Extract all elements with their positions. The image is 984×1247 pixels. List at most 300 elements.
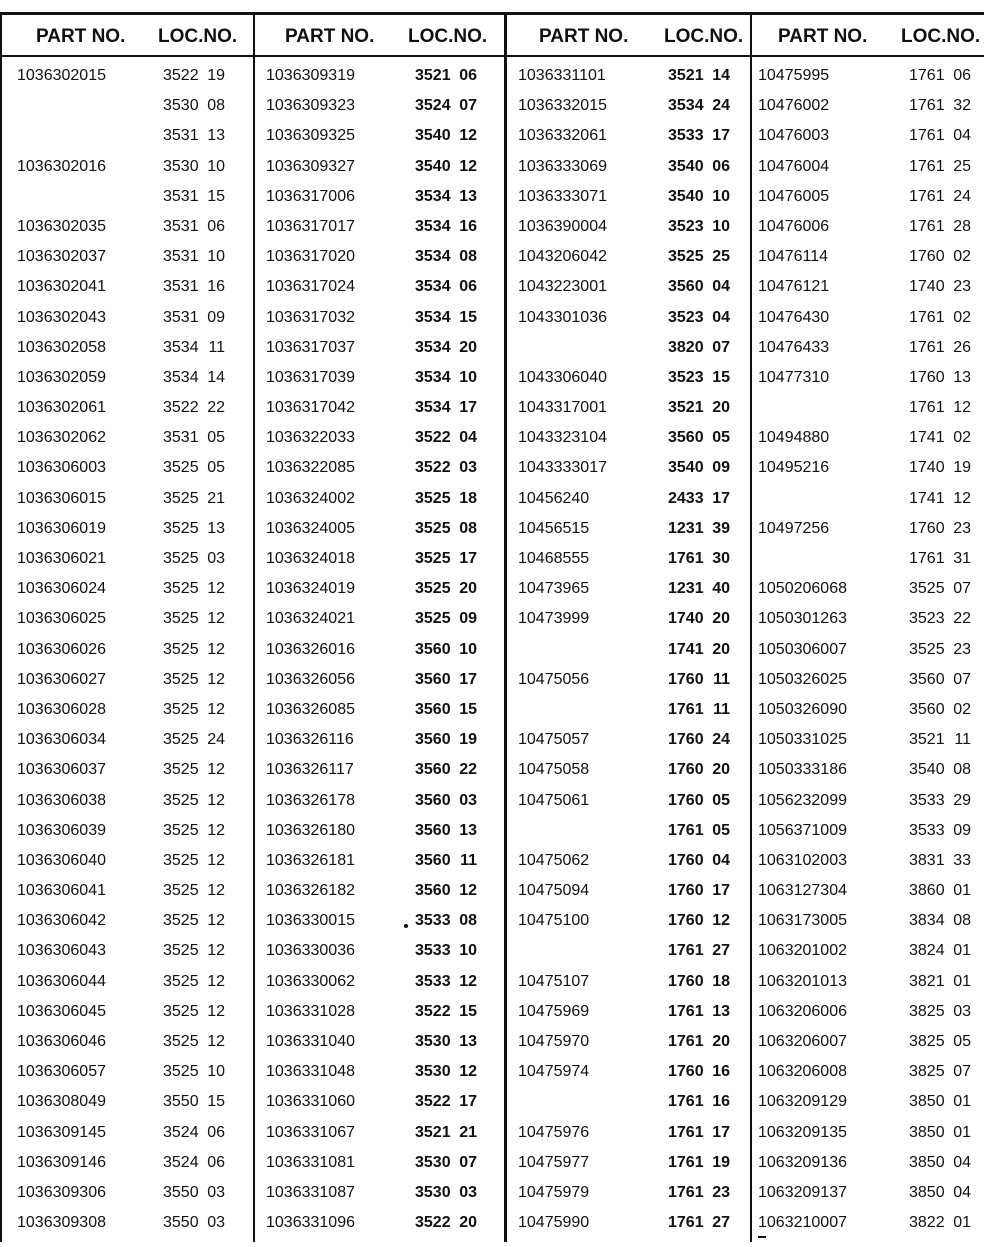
column-4 bbox=[752, 14, 984, 1242]
location-number: 1761 23 bbox=[668, 1183, 730, 1201]
location-number: 1761 02 bbox=[909, 308, 971, 326]
table-row bbox=[507, 486, 750, 516]
location-number: 3522 04 bbox=[415, 429, 477, 447]
part-number: 1043223001 bbox=[518, 278, 607, 296]
location-number: 1761 13 bbox=[668, 1002, 730, 1020]
table-row bbox=[752, 848, 984, 878]
part-number: 1036309319 bbox=[266, 67, 355, 84]
location-number: 3525 23 bbox=[909, 640, 971, 658]
part-number: 1050326025 bbox=[758, 670, 847, 688]
part-number: 10475970 bbox=[518, 1033, 590, 1050]
part-number: 1036306037 bbox=[17, 761, 106, 779]
table-row bbox=[2, 938, 253, 968]
table-row bbox=[507, 305, 750, 335]
table-row bbox=[752, 335, 984, 365]
part-number: 10476121 bbox=[758, 278, 830, 296]
location-number: 3560 12 bbox=[415, 882, 477, 900]
column-2-header bbox=[255, 14, 504, 55]
part-number: 1036326180 bbox=[266, 821, 355, 839]
location-number: 3540 12 bbox=[415, 157, 477, 175]
part-number: 1036331028 bbox=[266, 1002, 355, 1020]
table-row bbox=[255, 455, 504, 485]
location-number: 3540 06 bbox=[668, 157, 730, 175]
loc-no-header: LOC.NO. bbox=[408, 26, 488, 47]
table-row bbox=[752, 425, 984, 455]
part-number: 1036306021 bbox=[17, 550, 106, 567]
table-row bbox=[255, 606, 504, 636]
table-row bbox=[507, 274, 750, 304]
part-number: 1036309327 bbox=[266, 157, 355, 175]
part-number: 10475974 bbox=[518, 1063, 590, 1081]
part-number: 1036317024 bbox=[266, 278, 355, 296]
location-number: 3525 12 bbox=[163, 610, 225, 628]
location-number: 3531 06 bbox=[163, 217, 225, 235]
part-number: 1036302061 bbox=[17, 399, 106, 417]
table-row bbox=[507, 1089, 750, 1119]
table-row bbox=[2, 123, 253, 153]
table-row bbox=[507, 395, 750, 425]
part-number: 1063209137 bbox=[758, 1183, 847, 1201]
table-row bbox=[2, 788, 253, 818]
table-row bbox=[2, 305, 253, 335]
part-number: 1063201013 bbox=[758, 972, 847, 990]
part-number: 1036324018 bbox=[266, 550, 355, 567]
table-row bbox=[2, 727, 253, 757]
location-number: 3834 08 bbox=[909, 912, 971, 930]
table-row bbox=[255, 667, 504, 697]
part-number: 1036302037 bbox=[17, 248, 106, 266]
location-number: 3560 10 bbox=[415, 640, 477, 658]
table-row bbox=[507, 123, 750, 153]
part-number: 1043323104 bbox=[518, 429, 607, 447]
part-no-header: PART NO. bbox=[285, 26, 375, 47]
part-number: 1036309308 bbox=[17, 1214, 106, 1232]
column-1 bbox=[2, 14, 253, 1242]
part-number: 1036309306 bbox=[17, 1183, 106, 1201]
location-number: 3523 04 bbox=[668, 308, 730, 326]
part-number: 1036306046 bbox=[17, 1033, 106, 1050]
table-row bbox=[752, 938, 984, 968]
location-number: 3533 10 bbox=[415, 942, 477, 960]
location-number: 3821 01 bbox=[909, 972, 971, 990]
part-number: 1036309325 bbox=[266, 127, 355, 145]
location-number: 1760 12 bbox=[668, 912, 730, 930]
table-row bbox=[752, 455, 984, 485]
location-number: 3530 10 bbox=[163, 157, 225, 175]
table-row bbox=[507, 697, 750, 727]
table-row bbox=[507, 1029, 750, 1059]
table-row bbox=[255, 697, 504, 727]
location-number: 3560 02 bbox=[909, 700, 971, 718]
part-number: 10476430 bbox=[758, 308, 830, 326]
part-number: 1036332061 bbox=[518, 127, 607, 145]
table-row bbox=[255, 848, 504, 878]
table-row bbox=[507, 908, 750, 938]
location-number: 3525 05 bbox=[163, 459, 225, 477]
location-number: 3525 20 bbox=[415, 580, 477, 598]
part-number: 10475058 bbox=[518, 761, 590, 779]
table-row bbox=[255, 63, 504, 93]
location-number: 3525 12 bbox=[163, 580, 225, 598]
part-number: 1036322033 bbox=[266, 429, 355, 447]
location-number: 3525 12 bbox=[163, 791, 225, 809]
location-number: 3850 01 bbox=[909, 1123, 971, 1141]
part-number: 1036306024 bbox=[17, 580, 106, 598]
location-number: 1761 11 bbox=[668, 700, 730, 718]
part-number: 1036326016 bbox=[266, 640, 355, 658]
location-number: 3533 17 bbox=[668, 127, 730, 145]
location-number: 1760 13 bbox=[909, 368, 971, 386]
part-number: 10456240 bbox=[518, 489, 590, 507]
part-number: 1036302041 bbox=[17, 278, 106, 296]
location-number: 1761 30 bbox=[668, 550, 730, 567]
location-number: 1231 39 bbox=[668, 519, 730, 537]
part-number: 1036317042 bbox=[266, 399, 355, 417]
table-row bbox=[2, 1059, 253, 1089]
location-number: 3533 08 bbox=[415, 912, 477, 930]
table-row bbox=[752, 214, 984, 244]
location-number: 3831 33 bbox=[909, 851, 971, 869]
part-number: 1036331060 bbox=[266, 1093, 355, 1111]
location-number: 1760 23 bbox=[909, 519, 971, 537]
part-number: 1050333186 bbox=[758, 761, 847, 779]
table-row bbox=[752, 93, 984, 123]
location-number: 1761 05 bbox=[668, 821, 730, 839]
location-number: 3530 07 bbox=[415, 1153, 477, 1171]
table-row bbox=[752, 244, 984, 274]
location-number: 3531 10 bbox=[163, 248, 225, 266]
table-row bbox=[752, 697, 984, 727]
part-number: 10475062 bbox=[518, 851, 590, 869]
part-number: 1036317020 bbox=[266, 248, 355, 266]
location-number: 3533 09 bbox=[909, 821, 971, 839]
loc-no-header: LOC.NO. bbox=[664, 26, 744, 47]
part-number: 1036330036 bbox=[266, 942, 355, 960]
table-row bbox=[2, 274, 253, 304]
part-number: 10473965 bbox=[518, 580, 590, 598]
location-number: 3550 03 bbox=[163, 1214, 225, 1232]
table-row bbox=[752, 576, 984, 606]
location-number: 3534 10 bbox=[415, 368, 477, 386]
part-number: 1036302062 bbox=[17, 429, 106, 447]
part-number: 10476004 bbox=[758, 157, 830, 175]
location-number: 3525 21 bbox=[163, 489, 225, 507]
table-row bbox=[255, 1089, 504, 1119]
table-row bbox=[2, 546, 253, 576]
location-number: 3531 16 bbox=[163, 278, 225, 296]
part-number: 1036331096 bbox=[266, 1214, 355, 1232]
table-row bbox=[2, 878, 253, 908]
location-number: 1741 02 bbox=[909, 429, 971, 447]
location-number: 3525 09 bbox=[415, 610, 477, 628]
table-row bbox=[255, 818, 504, 848]
location-number: 3525 08 bbox=[415, 519, 477, 537]
part-number: 1063201002 bbox=[758, 942, 847, 960]
location-number: 3525 17 bbox=[415, 550, 477, 567]
location-number: 3560 19 bbox=[415, 731, 477, 749]
table-row bbox=[507, 818, 750, 848]
part-number: 10475977 bbox=[518, 1153, 590, 1171]
part-number: 10475976 bbox=[518, 1123, 590, 1141]
table-row bbox=[255, 123, 504, 153]
location-number: 3530 13 bbox=[415, 1033, 477, 1050]
location-number: 3860 01 bbox=[909, 882, 971, 900]
table-row bbox=[752, 305, 984, 335]
part-number: 1063127304 bbox=[758, 882, 847, 900]
part-number: 1036302043 bbox=[17, 308, 106, 326]
location-number: 3824 01 bbox=[909, 942, 971, 960]
location-number: 3530 08 bbox=[163, 97, 225, 115]
location-number: 3530 03 bbox=[415, 1183, 477, 1201]
table-row bbox=[255, 1029, 504, 1059]
table-row bbox=[752, 606, 984, 636]
table-row bbox=[752, 788, 984, 818]
location-number: 3525 12 bbox=[163, 942, 225, 960]
table-row bbox=[752, 546, 984, 576]
part-number: 1036309145 bbox=[17, 1123, 106, 1141]
part-number: 10475057 bbox=[518, 731, 590, 749]
part-number: 10473999 bbox=[518, 610, 590, 628]
table-row bbox=[752, 486, 984, 516]
location-number: 1761 31 bbox=[909, 550, 971, 567]
table-row bbox=[507, 576, 750, 606]
part-number: 1036306043 bbox=[17, 942, 106, 960]
location-number: 3525 12 bbox=[163, 670, 225, 688]
table-row bbox=[507, 1210, 750, 1240]
location-number: 3560 13 bbox=[415, 821, 477, 839]
table-row bbox=[255, 486, 504, 516]
location-number: 3525 24 bbox=[163, 731, 225, 749]
location-number: 3522 20 bbox=[415, 1214, 477, 1232]
table-row bbox=[507, 455, 750, 485]
table-row bbox=[752, 637, 984, 667]
part-number: 1036332015 bbox=[518, 97, 607, 115]
table-row bbox=[2, 154, 253, 184]
location-number: 3530 12 bbox=[415, 1063, 477, 1081]
table-row bbox=[255, 1120, 504, 1150]
table-row bbox=[255, 969, 504, 999]
location-number: 3521 11 bbox=[909, 731, 971, 749]
location-number: 3560 11 bbox=[415, 851, 477, 869]
part-number: 1063209129 bbox=[758, 1093, 847, 1111]
table-row bbox=[255, 335, 504, 365]
table-row bbox=[2, 516, 253, 546]
table-row bbox=[507, 63, 750, 93]
location-number: 1740 23 bbox=[909, 278, 971, 296]
table-row bbox=[507, 606, 750, 636]
part-number: 1036306027 bbox=[17, 670, 106, 688]
table-row bbox=[507, 788, 750, 818]
column-4-header bbox=[752, 14, 984, 55]
part-number: 1036317037 bbox=[266, 338, 355, 356]
part-number: 1036322085 bbox=[266, 459, 355, 477]
location-number: 3522 17 bbox=[415, 1093, 477, 1111]
part-number: 1036317039 bbox=[266, 368, 355, 386]
part-number: 1036306025 bbox=[17, 610, 106, 628]
location-number: 1760 18 bbox=[668, 972, 730, 990]
table-row bbox=[507, 1120, 750, 1150]
location-number: 3523 15 bbox=[668, 368, 730, 386]
table-row bbox=[255, 788, 504, 818]
location-number: 1761 27 bbox=[668, 942, 730, 960]
part-number: 1063209135 bbox=[758, 1123, 847, 1141]
part-number: 10476003 bbox=[758, 127, 830, 145]
part-number: 1036306028 bbox=[17, 700, 106, 718]
part-number: 1036331048 bbox=[266, 1063, 355, 1081]
part-number: 1036306045 bbox=[17, 1002, 106, 1020]
part-number: 1036331101 bbox=[518, 67, 606, 84]
location-number: 3531 09 bbox=[163, 308, 225, 326]
table-row bbox=[507, 848, 750, 878]
location-number: 3531 15 bbox=[163, 187, 225, 205]
column-3-header bbox=[507, 14, 750, 55]
part-number: 10456515 bbox=[518, 519, 590, 537]
part-number: 1036306057 bbox=[17, 1063, 106, 1081]
part-number: 10476006 bbox=[758, 217, 830, 235]
part-number: 10476005 bbox=[758, 187, 830, 205]
part-number: 10476002 bbox=[758, 97, 830, 115]
table-row bbox=[507, 878, 750, 908]
table-row bbox=[255, 1150, 504, 1180]
part-number: 1036306042 bbox=[17, 912, 106, 930]
part-number: 10475979 bbox=[518, 1183, 590, 1201]
table-row bbox=[752, 1180, 984, 1210]
location-number: 1761 19 bbox=[668, 1153, 730, 1171]
location-number: 3560 03 bbox=[415, 791, 477, 809]
location-number: 3524 06 bbox=[163, 1153, 225, 1171]
part-number: 1050306007 bbox=[758, 640, 847, 658]
part-number: 1036324005 bbox=[266, 519, 355, 537]
table-row bbox=[752, 1210, 984, 1240]
part-number: 1063206006 bbox=[758, 1002, 847, 1020]
part-number: 10475094 bbox=[518, 882, 590, 900]
part-number: 1036317032 bbox=[266, 308, 355, 326]
location-number: 3825 07 bbox=[909, 1063, 971, 1081]
location-number: 3525 12 bbox=[163, 912, 225, 930]
location-number: 1761 04 bbox=[909, 127, 971, 145]
table-row bbox=[752, 969, 984, 999]
part-number: 1036317006 bbox=[266, 187, 355, 205]
location-number: 3525 18 bbox=[415, 489, 477, 507]
location-number: 3850 04 bbox=[909, 1153, 971, 1171]
location-number: 3521 21 bbox=[415, 1123, 477, 1141]
part-number: 1036317017 bbox=[266, 217, 355, 235]
table-row bbox=[2, 1210, 253, 1240]
location-number: 3525 12 bbox=[163, 972, 225, 990]
table-row bbox=[2, 335, 253, 365]
location-number: 3540 12 bbox=[415, 127, 477, 145]
table-row bbox=[507, 365, 750, 395]
part-number: 1036331087 bbox=[266, 1183, 355, 1201]
location-number: 3525 12 bbox=[163, 882, 225, 900]
table-row bbox=[2, 697, 253, 727]
table-row bbox=[2, 455, 253, 485]
part-number: 1036326181 bbox=[266, 851, 355, 869]
table-row bbox=[2, 214, 253, 244]
location-number: 1231 40 bbox=[668, 580, 730, 598]
part-number: 1036306039 bbox=[17, 821, 106, 839]
column-2 bbox=[255, 14, 504, 1242]
location-number: 3534 17 bbox=[415, 399, 477, 417]
table-row bbox=[752, 395, 984, 425]
part-number: 1036331040 bbox=[266, 1033, 355, 1050]
table-row bbox=[2, 818, 253, 848]
table-row bbox=[255, 908, 504, 938]
table-row bbox=[752, 1089, 984, 1119]
table-row bbox=[255, 395, 504, 425]
location-number: 1760 04 bbox=[668, 851, 730, 869]
location-number: 3525 12 bbox=[163, 640, 225, 658]
part-number: 1036330015 bbox=[266, 912, 355, 930]
table-row bbox=[255, 1210, 504, 1240]
part-number: 1036306040 bbox=[17, 851, 106, 869]
table-row bbox=[255, 154, 504, 184]
table-row bbox=[2, 999, 253, 1029]
table-row bbox=[255, 576, 504, 606]
location-number: 3534 15 bbox=[415, 308, 477, 326]
table-row bbox=[507, 516, 750, 546]
location-number: 3525 07 bbox=[909, 580, 971, 598]
part-number: 1036326056 bbox=[266, 670, 355, 688]
location-number: 1760 11 bbox=[668, 670, 730, 688]
location-number: 3820 07 bbox=[668, 338, 730, 356]
part-number: 10475100 bbox=[518, 912, 590, 930]
table-row bbox=[752, 154, 984, 184]
location-number: 3550 03 bbox=[163, 1183, 225, 1201]
column-3 bbox=[507, 14, 750, 1242]
table-row bbox=[2, 606, 253, 636]
table-row bbox=[2, 244, 253, 274]
part-number: 1043333017 bbox=[518, 459, 607, 477]
location-number: 3534 11 bbox=[163, 338, 225, 356]
table-row bbox=[2, 1029, 253, 1059]
part-number: 1036306038 bbox=[17, 791, 106, 809]
table-row bbox=[255, 365, 504, 395]
part-number: 1063102003 bbox=[758, 851, 847, 869]
part-number: 1036324019 bbox=[266, 580, 355, 598]
location-number: 3522 22 bbox=[163, 399, 225, 417]
part-number: 1036306041 bbox=[17, 882, 106, 900]
table-row bbox=[255, 214, 504, 244]
location-number: 3540 08 bbox=[909, 761, 971, 779]
table-row bbox=[2, 1150, 253, 1180]
table-row bbox=[507, 1059, 750, 1089]
location-number: 3560 15 bbox=[415, 700, 477, 718]
table-row bbox=[2, 395, 253, 425]
location-number: 3560 22 bbox=[415, 761, 477, 779]
location-number: 1761 24 bbox=[909, 187, 971, 205]
part-number: 1036306003 bbox=[17, 459, 106, 477]
part-number: 1036331067 bbox=[266, 1123, 355, 1141]
part-number: 1043301036 bbox=[518, 308, 607, 326]
location-number: 3540 09 bbox=[668, 459, 730, 477]
location-number: 3534 14 bbox=[163, 368, 225, 386]
part-number: 10476114 bbox=[758, 248, 828, 266]
table-row bbox=[2, 848, 253, 878]
location-number: 3534 20 bbox=[415, 338, 477, 356]
location-number: 3850 01 bbox=[909, 1093, 971, 1111]
part-number: 1036306026 bbox=[17, 640, 106, 658]
table-row bbox=[507, 335, 750, 365]
table-row bbox=[507, 667, 750, 697]
table-row bbox=[752, 878, 984, 908]
table-row bbox=[752, 1120, 984, 1150]
table-row bbox=[507, 1180, 750, 1210]
table-row bbox=[255, 757, 504, 787]
part-number: 10475995 bbox=[758, 67, 830, 84]
table-row bbox=[507, 154, 750, 184]
part-number: 10497256 bbox=[758, 519, 830, 537]
